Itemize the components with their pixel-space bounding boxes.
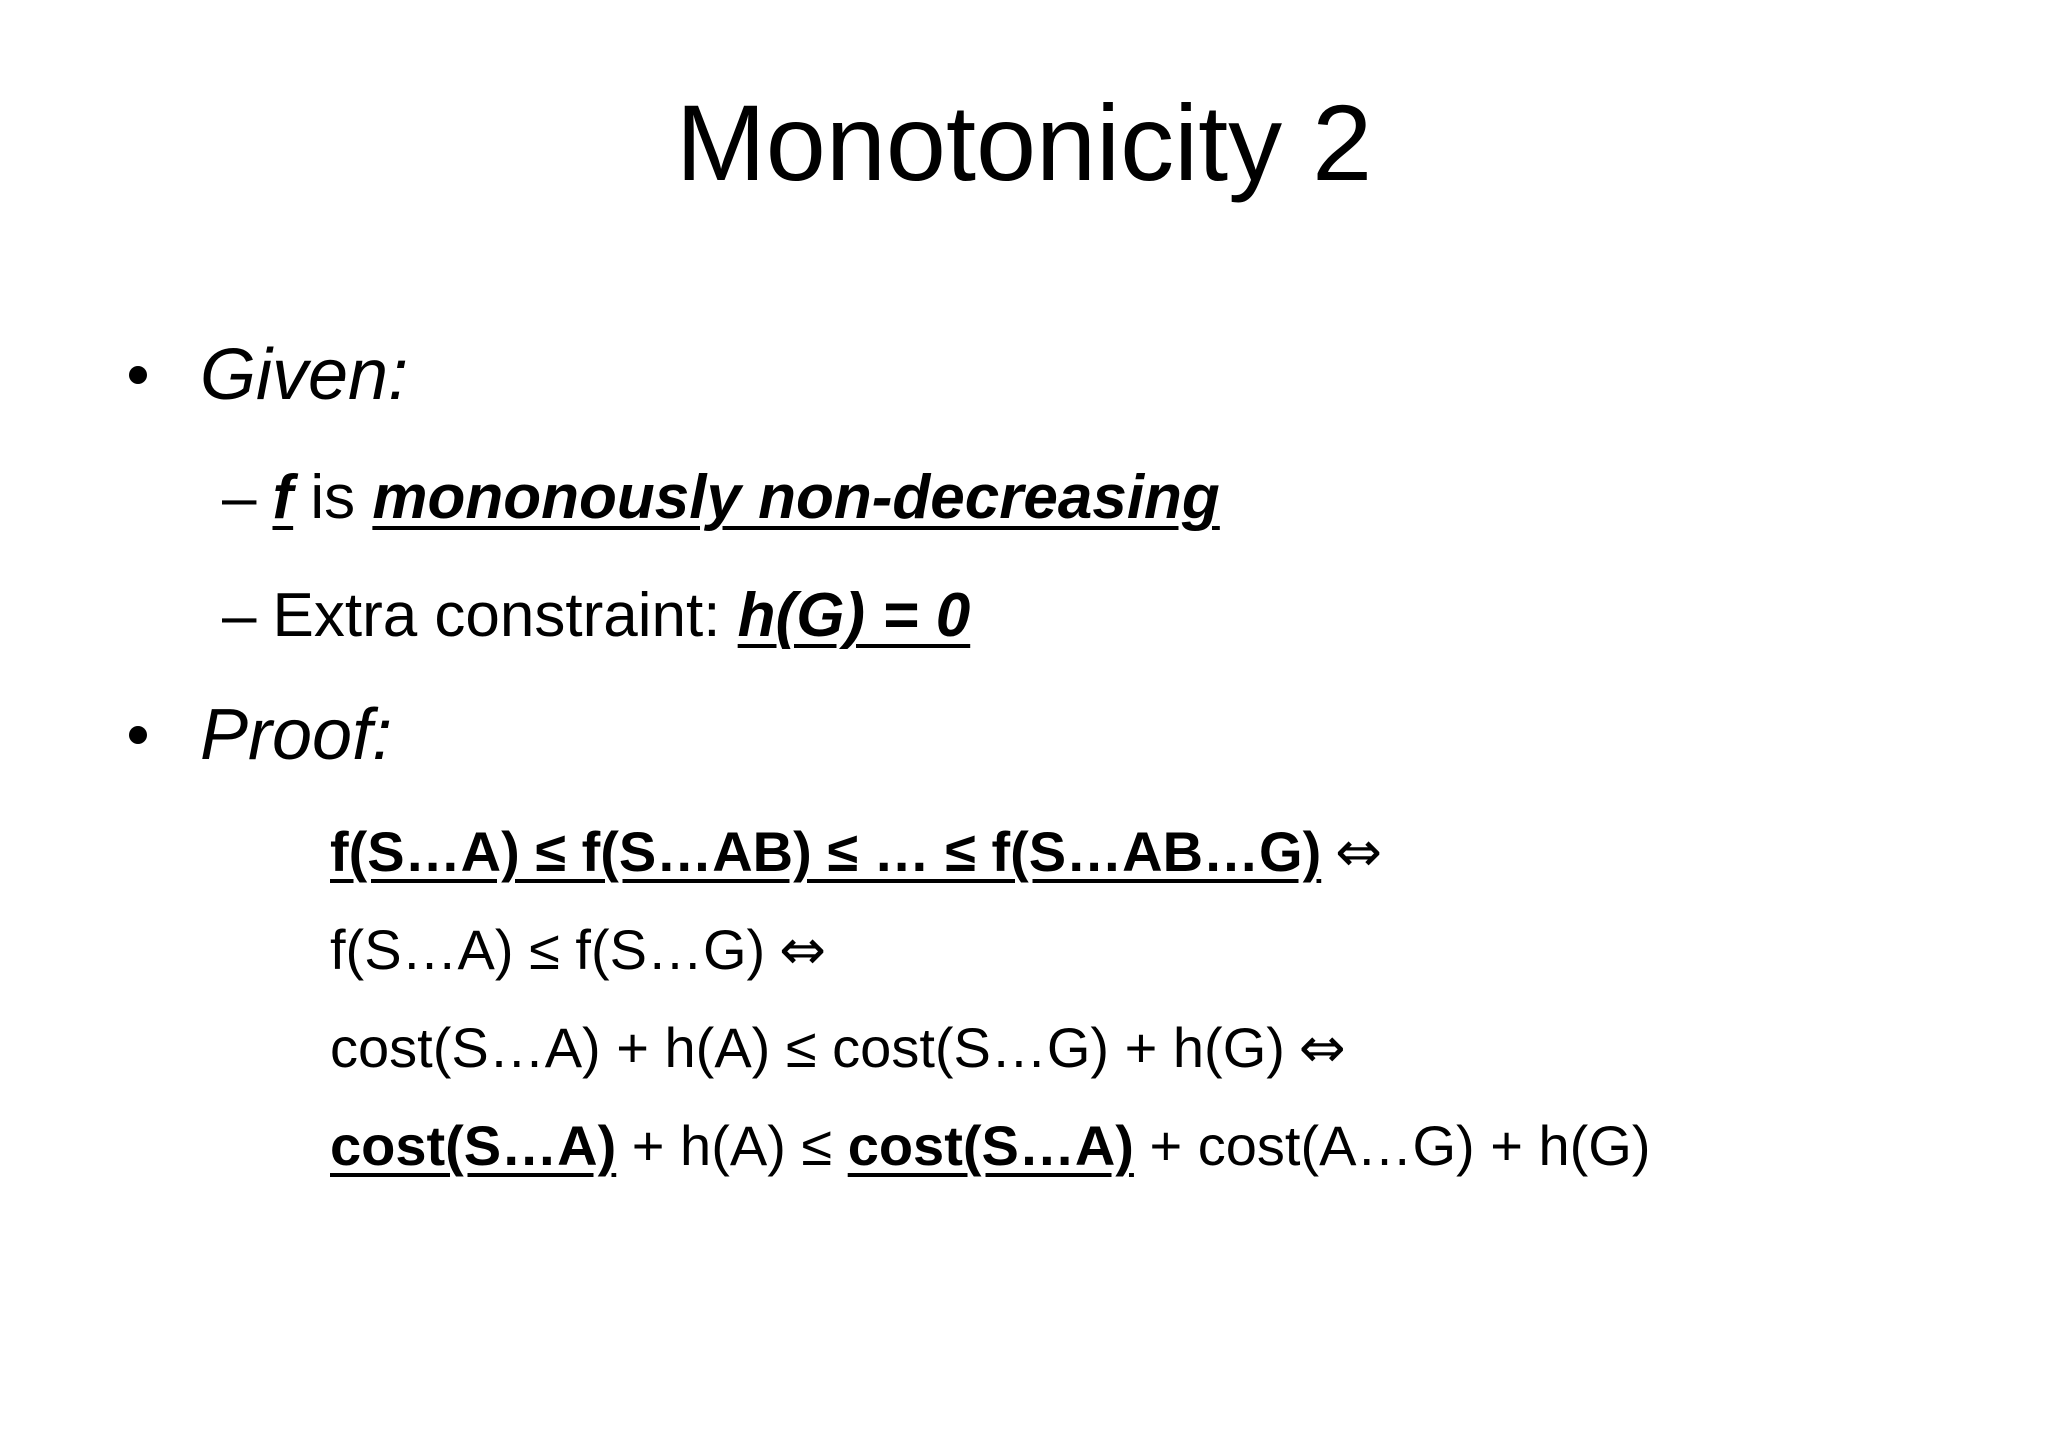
- is-text: is: [293, 463, 373, 532]
- proof-line-4-cost-term-b: cost(S…A): [847, 1114, 1134, 1177]
- dash-marker: –: [222, 463, 257, 532]
- constraint-value: h(G) = 0: [737, 581, 971, 650]
- equivalence-icon: ⇔: [1298, 1016, 1346, 1081]
- proof-line-1-expr: f(S…A) ≤ f(S…AB) ≤ … ≤ f(S…AB…G): [330, 820, 1322, 883]
- proof-line-1: [330, 818, 1382, 887]
- proof-line-3-expr: cost(S…A) + h(A) ≤ cost(S…G) + h(G): [330, 1016, 1285, 1079]
- given-item-constraint: [222, 578, 970, 654]
- bullet-icon: [129, 366, 147, 384]
- property-text: mononously non-decreasing: [372, 463, 1220, 532]
- f-symbol: f: [272, 463, 294, 532]
- proof-line-4-cost-term-a: cost(S…A): [330, 1114, 617, 1177]
- given-item-f-monotonic: [222, 460, 1220, 536]
- proof-line-2: [330, 916, 826, 985]
- given-label: Given:: [200, 335, 409, 415]
- proof-label: Proof:: [200, 695, 393, 775]
- proof-line-4-middle: + h(A) ≤: [616, 1114, 848, 1177]
- constraint-label: Extra constraint:: [272, 581, 738, 650]
- slide-title: Monotonicity 2: [675, 82, 1373, 203]
- proof-line-3: [330, 1014, 1346, 1083]
- equivalence-icon: ⇔: [779, 918, 827, 983]
- bullet-icon: [129, 726, 147, 744]
- equivalence-icon: ⇔: [1335, 820, 1383, 885]
- proof-line-4-tail: + cost(A…G) + h(G): [1133, 1114, 1651, 1177]
- proof-line-4: [330, 1112, 1651, 1180]
- dash-marker: –: [222, 581, 257, 650]
- proof-line-2-expr: f(S…A) ≤ f(S…G): [330, 918, 766, 981]
